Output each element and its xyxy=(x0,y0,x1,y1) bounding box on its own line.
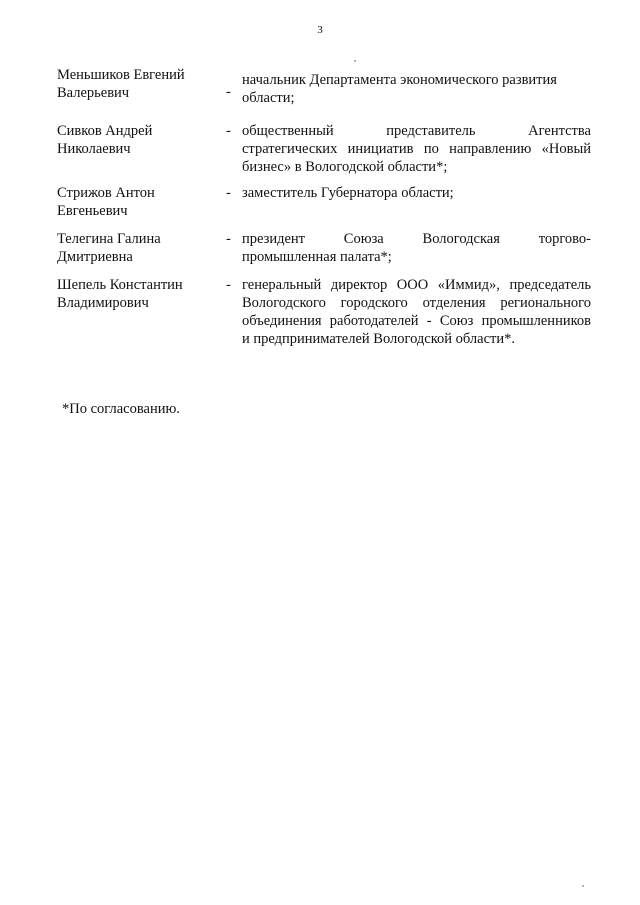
member-role-line: заместитель Губернатора области; xyxy=(242,185,454,201)
member-role-line: генеральный директор ООО «Иммид», председатель xyxy=(242,277,591,293)
member-name-line: Телегина Галина xyxy=(57,231,161,247)
member-role xyxy=(242,230,591,266)
member-role-line: бизнес» в Вологодской области*; xyxy=(242,159,448,175)
member-name xyxy=(57,66,227,102)
member-name-line: Валерьевич xyxy=(57,85,130,101)
member-name-line: Владимирович xyxy=(57,295,149,311)
member-role xyxy=(242,122,591,176)
member-dash: - xyxy=(226,123,231,139)
member-role-line: и предпринимателей Вологодской области*. xyxy=(242,331,516,347)
member-role xyxy=(242,276,591,348)
member-dash: - xyxy=(226,231,231,247)
member-name-line: Меньшиков Евгений xyxy=(57,67,185,83)
member-name-line: Дмитриевна xyxy=(57,249,133,265)
member-name xyxy=(57,122,227,158)
member-role-line: Вологодского городского отделения регионального xyxy=(242,295,591,311)
member-role-line: объединения работодателей - Союз промышленников xyxy=(242,313,591,329)
member-role-line: промышленная палата*; xyxy=(242,249,392,265)
member-name xyxy=(57,230,227,266)
member-name xyxy=(57,276,227,312)
member-dash: - xyxy=(226,84,231,100)
member-role-line: стратегических инициатив по направлению «Новый xyxy=(242,141,591,157)
member-role-line: начальник Департамента экономического развития xyxy=(242,72,557,88)
member-name-line: Сивков Андрей xyxy=(57,123,153,139)
footnote: *По согласованию. xyxy=(62,401,180,417)
scan-speck xyxy=(582,885,584,887)
scan-speck xyxy=(354,60,356,62)
member-role-line: президент Союза Вологодская торгово- xyxy=(242,231,591,247)
member-name-line: Евгеньевич xyxy=(57,203,128,219)
member-name-line: Стрижов Антон xyxy=(57,185,155,201)
member-name-line: Шепель Константин xyxy=(57,277,183,293)
page-number: 3 xyxy=(317,24,323,36)
member-dash: - xyxy=(226,277,231,293)
member-role xyxy=(242,71,591,107)
member-dash: - xyxy=(226,185,231,201)
member-role-line: общественный представитель Агентства xyxy=(242,123,591,139)
member-name-line: Николаевич xyxy=(57,141,131,157)
member-role xyxy=(242,184,591,202)
member-name xyxy=(57,184,227,220)
member-role-line: области; xyxy=(242,90,295,106)
